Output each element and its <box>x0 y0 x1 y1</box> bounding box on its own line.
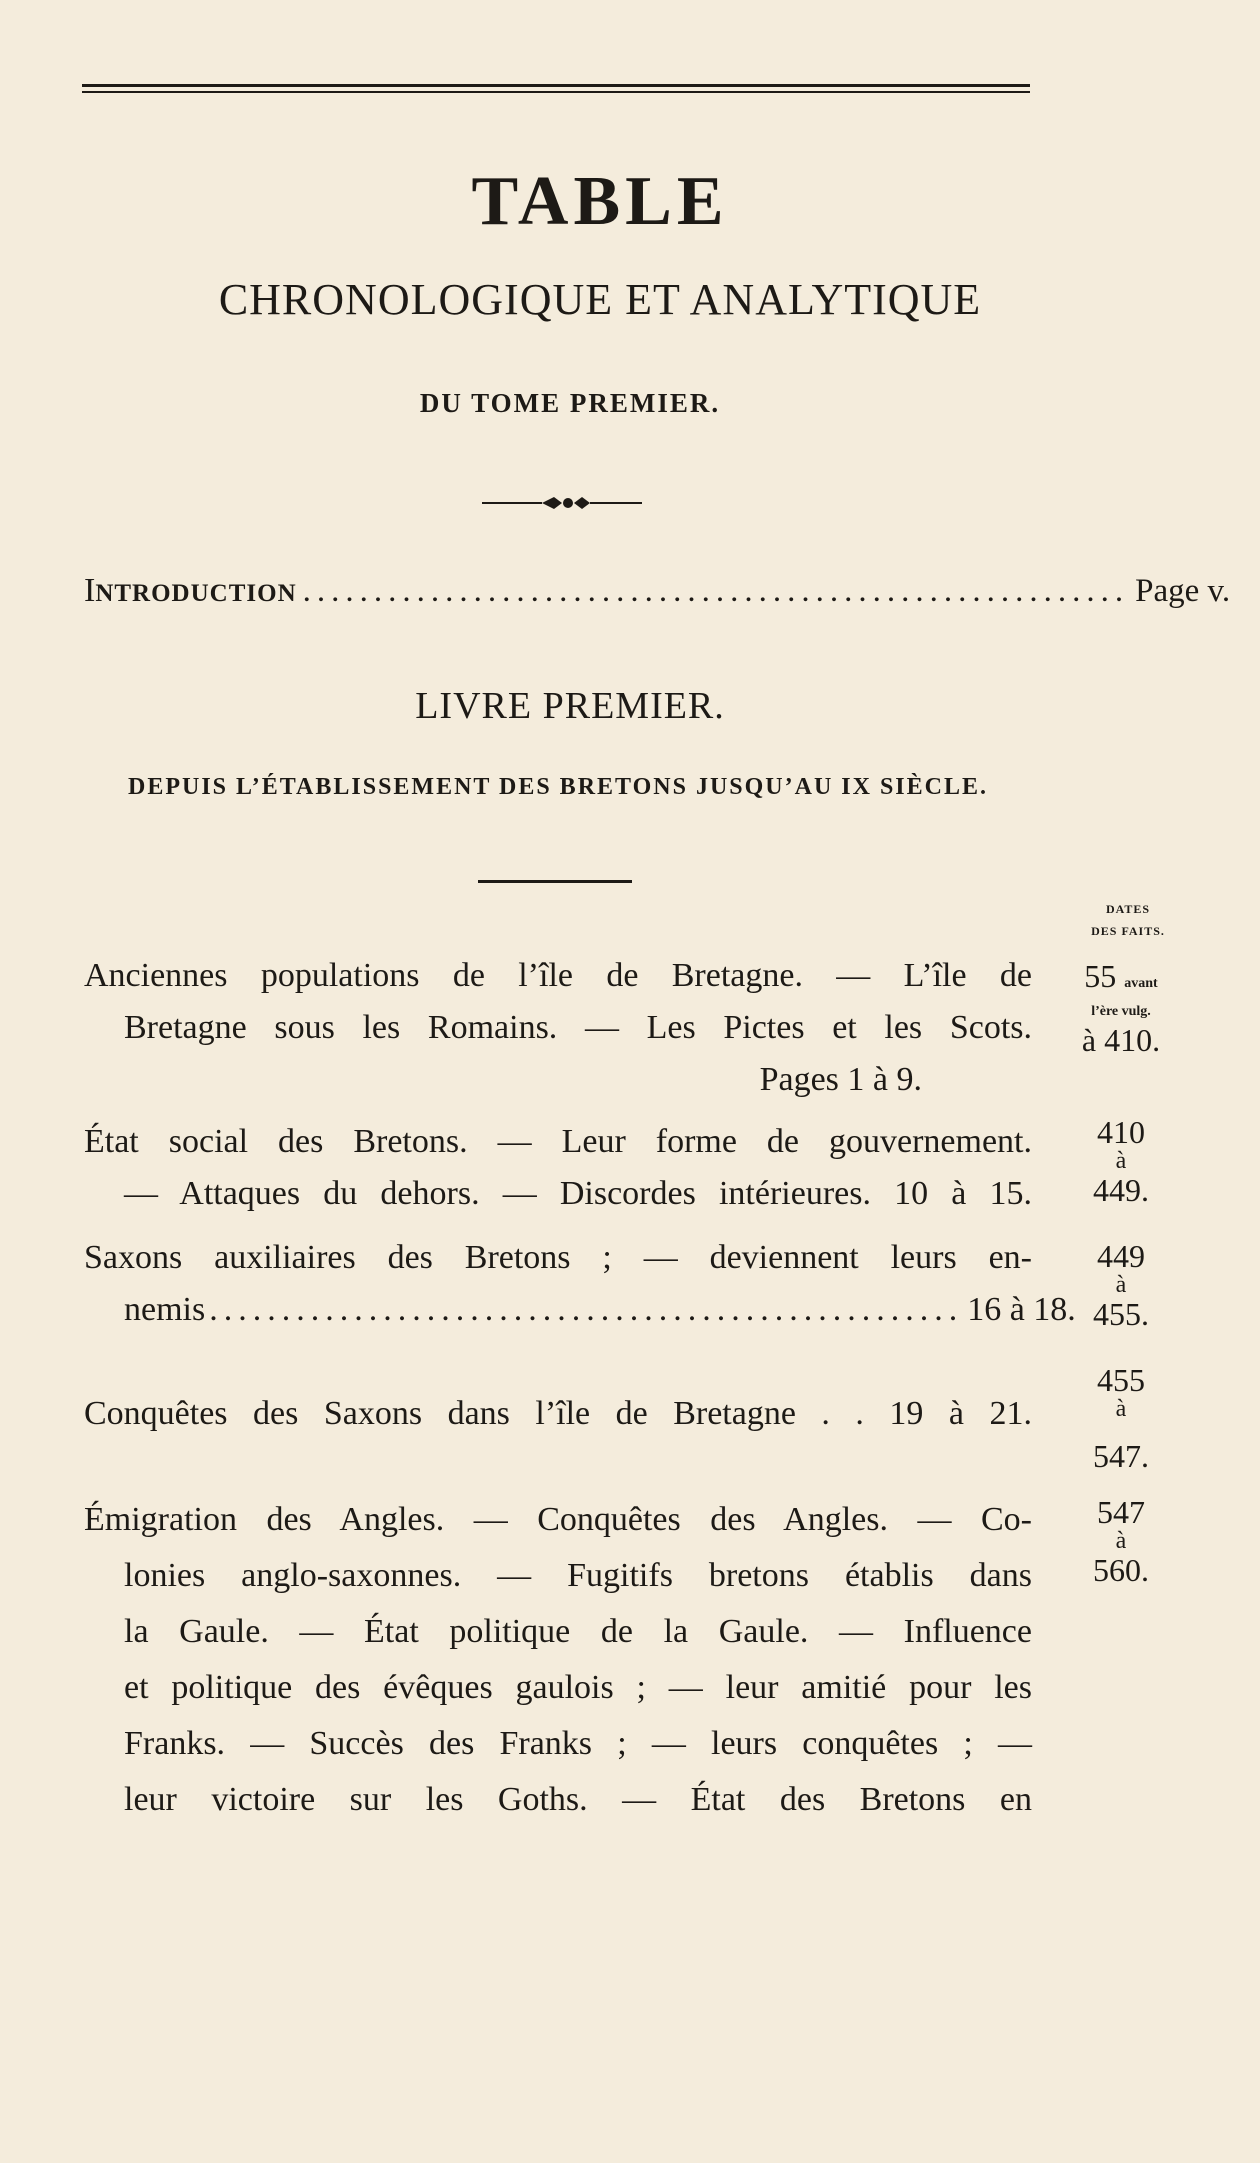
toc-entry <box>84 1388 1032 1440</box>
introduction-page-ref: Page v. <box>1135 573 1231 609</box>
toc-entry <box>84 950 1032 1106</box>
date-end: à 410. <box>1081 1022 1161 1058</box>
introduction-initial: I <box>84 572 96 609</box>
section-divider <box>478 880 632 883</box>
entry-date <box>1056 1114 1186 1208</box>
date-start-note: avant <box>1124 976 1158 991</box>
entry-line: lonies anglo-saxonnes. — Fugitifs bretons établis dans <box>124 1557 1032 1594</box>
leader-dots: .................................................... <box>209 1291 964 1328</box>
entry-page-ref: 16 à 18. <box>967 1291 1076 1328</box>
entry-line: État social des Bretons. — Leur forme de gouvernement. <box>84 1123 1032 1160</box>
fleuron-ornament-icon <box>482 488 642 518</box>
entry-date <box>1056 1494 1186 1588</box>
top-rule-thick <box>82 84 1030 87</box>
date-separator: à <box>1115 1272 1127 1298</box>
date-start: 455 <box>1097 1362 1145 1398</box>
dates-header-line2: DES FAITS. <box>1091 924 1165 938</box>
date-separator: à <box>1115 1148 1127 1174</box>
date-start: 547 <box>1097 1494 1145 1530</box>
entry-line: Émigration des Angles. — Conquêtes des Angles. — Co- <box>84 1501 1032 1538</box>
introduction-leader-dots: .......................................................... <box>302 573 1130 609</box>
entry-line: la Gaule. — État politique de la Gaule. — Influence <box>124 1613 1032 1650</box>
date-separator: à <box>1115 1396 1127 1422</box>
entry-line: Saxons auxiliaires des Bretons ; — deviennent leurs en- <box>84 1239 1032 1276</box>
date-start: 410 <box>1097 1114 1145 1150</box>
toc-entry <box>84 1116 1032 1220</box>
page-title: TABLE <box>471 163 729 240</box>
entry-line: Conquêtes des Saxons dans l’île de Bretagne . . 19 à 21. <box>84 1395 1032 1432</box>
date-start: 55 <box>1084 958 1117 994</box>
entry-page-ref: Pages 1 à 9. <box>759 1061 922 1098</box>
introduction-label: NTRODUCTION <box>95 580 297 607</box>
entry-line-dotted <box>84 1284 1076 1336</box>
tome-label: DU TOME PREMIER. <box>419 388 721 418</box>
date-era-note: l’ère vulg. <box>1091 1004 1151 1019</box>
top-rule-thin <box>82 91 1030 93</box>
entry-date <box>1056 1238 1186 1332</box>
entry-line: Franks. — Succès des Franks ; — leurs conquêtes ; — <box>124 1725 1032 1762</box>
date-end: 455. <box>1093 1296 1149 1332</box>
livre-subtitle: DEPUIS L’ÉTABLISSEMENT DES BRETONS JUSQU’AU IX SIÈCLE. <box>127 774 988 800</box>
entry-date <box>1056 958 1186 1058</box>
dates-column-header <box>1088 898 1168 942</box>
date-end: 560. <box>1093 1552 1149 1588</box>
entry-line: Anciennes populations de l’île de Bretagne. — L’île de <box>84 957 1032 994</box>
entry-date <box>1056 1362 1186 1474</box>
date-separator: à <box>1115 1528 1127 1554</box>
date-end: 547. <box>1093 1438 1149 1474</box>
livre-title: LIVRE PREMIER. <box>415 685 725 727</box>
date-end: 449. <box>1093 1172 1149 1208</box>
toc-entry <box>84 1492 1032 1828</box>
introduction-entry <box>84 572 1231 622</box>
entry-line: — Attaques du dehors. — Discordes intérieures. 10 à 15. <box>124 1175 1032 1212</box>
entry-line: nemis <box>124 1291 206 1328</box>
entry-line: Bretagne sous les Romains. — Les Pictes et les Scots. <box>124 1009 1032 1046</box>
dates-header-line1: DATES <box>1105 902 1151 916</box>
date-start: 449 <box>1097 1238 1145 1274</box>
toc-entry <box>84 1232 1076 1336</box>
page-subtitle: CHRONOLOGIQUE ET ANALYTIQUE <box>218 275 982 324</box>
entry-line: et politique des évêques gaulois ; — leur amitié pour les <box>124 1669 1032 1706</box>
entry-line: leur victoire sur les Goths. — État des Bretons en <box>124 1781 1032 1818</box>
